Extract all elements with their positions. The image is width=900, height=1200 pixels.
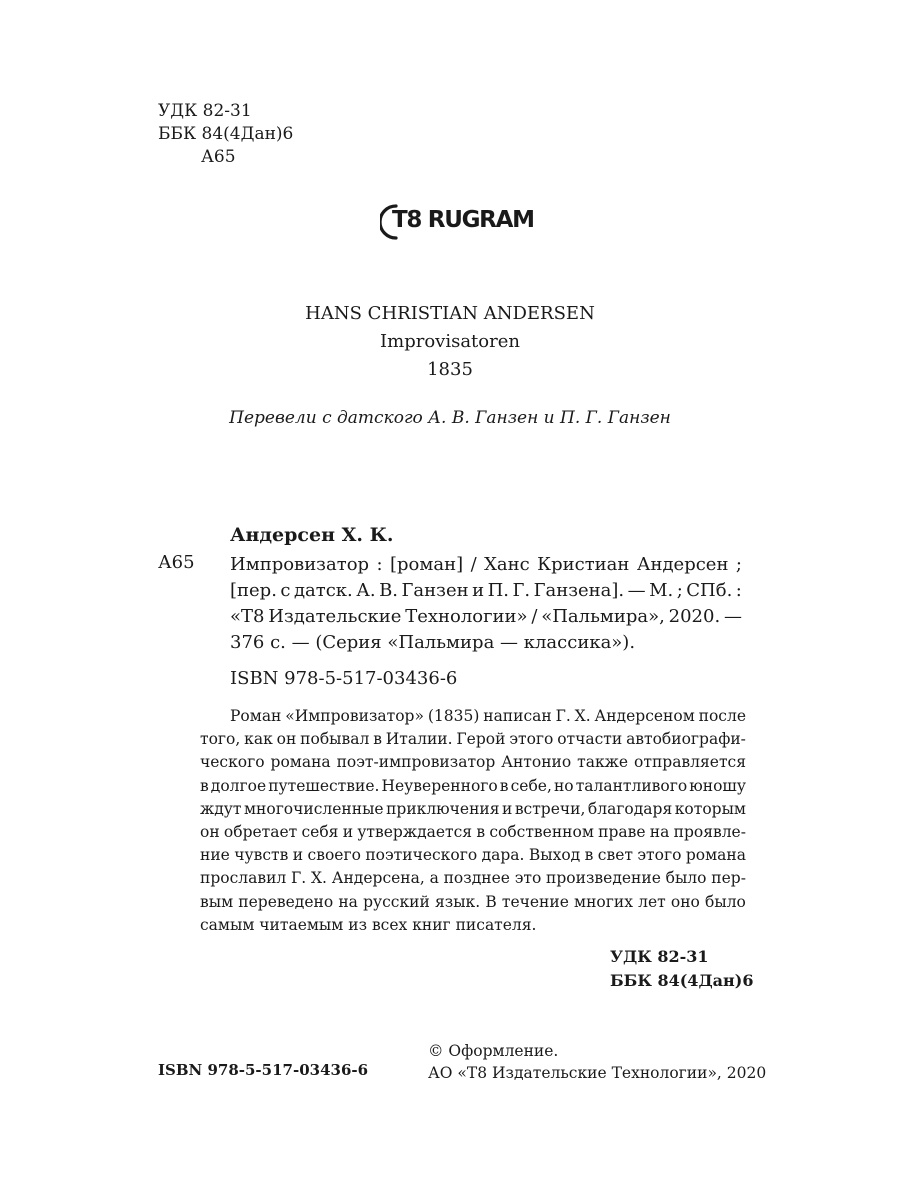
word: : [376,554,383,575]
word: Ханс [484,554,530,575]
bibliographic-line [230,552,742,578]
word: приключения [386,799,500,818]
catalog-bbk: ББК 84(4Дан)6 [610,971,754,990]
word: Издательские [268,606,402,627]
word: оно [670,892,700,911]
catalog-author-mark: А65 [158,552,195,573]
word: Италии. [385,730,453,749]
word: Технологии» [405,606,528,627]
word: — [627,580,646,601]
original-author: HANS CHRISTIAN ANDERSEN [305,303,595,324]
bibliographic-description [230,552,742,656]
word: русский [363,892,430,911]
word: своего [307,846,361,865]
word: того, [200,730,241,749]
classification-codes [158,100,293,169]
word: Кристиан [537,554,630,575]
word: отчасти [557,730,623,749]
copyright-line-2: АО «Т8 Издательские Технологии», 2020 [428,1064,767,1082]
word: благодаря [587,799,673,818]
word: Х. [574,707,591,725]
word: поэт-импровизатор [336,753,496,772]
word: позднее [443,869,510,888]
word: автобиографи- [626,730,746,749]
word: [пер. [230,580,277,601]
word: В [485,892,497,911]
word: он [200,823,220,842]
word: в [476,823,486,842]
word: [роман] [390,554,464,575]
word: себе, [510,776,552,795]
word: путешествие. [268,776,380,795]
word: свет [597,846,633,865]
word: талантливого [575,776,688,795]
word: побывал [300,730,370,749]
word: Андерсена, [331,869,425,888]
word: на [338,892,358,911]
word: но [553,776,574,795]
word: 376 с. — (Серия «Пальмира — классика»). [230,632,636,653]
word: течение [501,892,569,911]
catalog-heading: Андерсен Х. К. [230,524,394,546]
word: датск. [293,580,353,601]
word: Ганзена]. [533,580,625,601]
word: П. [487,580,509,601]
word: лет [638,892,666,911]
word: в [373,730,382,749]
word: праве [598,823,646,842]
word: и [342,823,354,842]
word: а [429,869,439,888]
original-year: 1835 [427,359,473,380]
word: Антонио [501,753,572,772]
word: Х. [311,869,327,888]
word: утверждается [357,823,473,842]
annotation-line [200,798,746,821]
word: : [735,580,742,601]
word: Г. [291,869,307,888]
word: и [502,799,513,818]
annotation-line [200,891,746,914]
word: — [723,606,742,627]
annotation-line [200,775,746,798]
word: в [200,776,209,795]
word: язык. [434,892,481,911]
word: юношу [689,776,746,795]
word: Роман [230,707,282,725]
word: чувств [234,846,289,865]
word: как [244,730,273,749]
word: ние [200,846,230,865]
word: прославил [200,869,287,888]
word: пер- [711,869,746,888]
word: написан [483,707,552,725]
translation-note: Перевели с датского А. В. Ганзен и П. Г. Ганзен [229,408,671,428]
word: Герой [456,730,506,749]
word: обретает [223,823,298,842]
word: которым [674,799,746,818]
bibliographic-line [230,578,742,604]
word: проявле- [673,823,746,842]
word: дара. [481,846,525,865]
word: долгое [210,776,267,795]
word: Г. [555,707,571,725]
word: также [577,753,629,772]
bibliographic-line [230,630,742,656]
udk-code: УДК 82-31 [158,101,252,121]
word: / [531,606,538,627]
word: с [280,580,291,601]
word: себя [301,823,339,842]
word: Г. [512,580,531,601]
word: в [584,846,594,865]
word: Ганзен [401,580,469,601]
word: ; [676,580,683,601]
word: поэтического [365,846,478,865]
catalog-udk: УДК 82-31 [610,947,709,966]
word: Андерсен [636,554,729,575]
word: / [470,554,477,575]
bbk-code: ББК 84(4Дан)6 [158,124,294,144]
word: романа [270,753,331,772]
annotation-line [200,751,746,774]
word: отправляется [634,753,746,772]
publisher-logo [380,200,534,244]
word: он [276,730,297,749]
word: в [499,776,509,795]
copyright-notice [428,1040,766,1084]
word: «Импровизатор» [285,707,424,725]
copyright-line-1: © Оформление. [428,1042,559,1060]
word: 2020. [668,606,721,627]
word: этого [637,846,682,865]
word: Неуверенного [381,776,498,795]
word: М. [649,580,674,601]
annotation-line [200,705,746,728]
annotation-line [200,821,746,844]
word: Выход [528,846,581,865]
word: самым читаемым из всех книг писателя. [200,915,537,934]
word: на [649,823,670,842]
original-edition [0,300,900,384]
word: и [292,846,304,865]
bibliographic-line [230,604,742,630]
word: вым [200,892,234,911]
word: ческого [200,753,265,772]
word: и [472,580,485,601]
word: встречи, [514,799,586,818]
author-mark: А65 [201,147,236,167]
annotation-line [200,844,746,867]
annotation-line [200,914,746,937]
word: СПб. [686,580,733,601]
word: В. [379,580,399,601]
word: это [514,869,542,888]
word: А. [356,580,376,601]
catalog-isbn: ISBN 978-5-517-03436-6 [230,668,458,689]
word: произведение [546,869,661,888]
word: «Пальмира», [541,606,665,627]
word: многочисленные [243,799,384,818]
publisher-logo-text: T8 RUGRAM [392,207,534,233]
annotation [200,705,746,937]
word: «Т8 [230,606,265,627]
word: было [665,869,707,888]
word: (1835) [427,707,480,725]
word: переведено [238,892,334,911]
word: Андерсеном [594,707,695,725]
annotation-line [200,728,746,751]
word: собственном [489,823,594,842]
word: было [705,892,746,911]
original-title: Improvisatoren [380,331,520,352]
word: Импровизатор [230,554,370,575]
catalog-codes [610,945,753,993]
word: ; [735,554,742,575]
word: после [698,707,746,725]
annotation-line [200,867,746,890]
word: этого [509,730,554,749]
word: романа [685,846,746,865]
word: ждут [200,799,242,818]
word: многих [574,892,633,911]
isbn-bottom: ISBN 978-5-517-03436-6 [158,1061,369,1079]
